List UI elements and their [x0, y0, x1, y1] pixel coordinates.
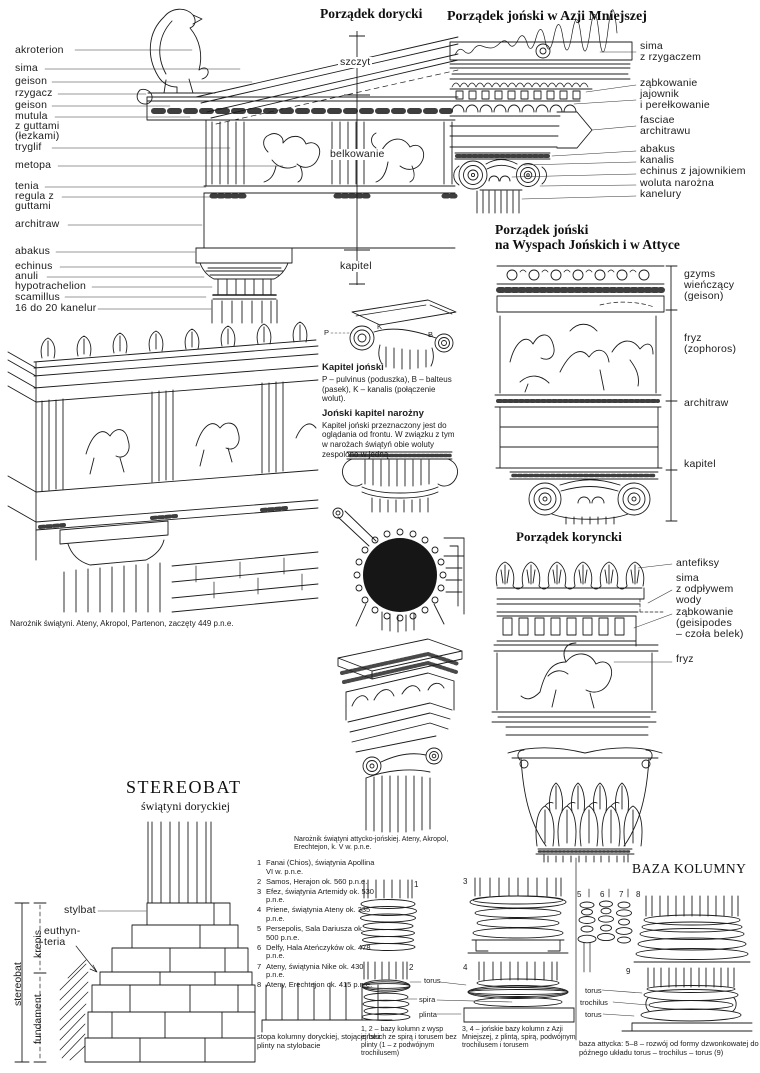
label-sima: sima — [15, 62, 38, 74]
label-z-guttami: z guttami — [15, 120, 60, 132]
notes-heading-kapitel-jonski: Kapitel joński — [322, 362, 384, 373]
doric-order-title: Porządek dorycki — [320, 6, 423, 21]
label-scamillus: scamillus — [15, 291, 60, 303]
letter-p: P — [324, 328, 330, 337]
label-ko-fryz: fryz — [676, 653, 694, 665]
attic-base-drawing — [578, 889, 752, 1031]
label-belkowanie: belkowanie — [330, 148, 385, 160]
label-lezkami: (łezkami) — [15, 130, 60, 142]
column-base-title: BAZA KOLUMNY — [632, 861, 747, 876]
ionic-attic-title-line1: Porządek joński — [495, 222, 589, 237]
base-number-5: 5 — [577, 890, 582, 899]
label-at-zophoros: (zophoros) — [684, 343, 737, 355]
base-number-9: 9 — [626, 967, 631, 976]
label-am-abakus: abakus — [640, 143, 676, 155]
ionic-asia-minor-drawing — [450, 10, 636, 213]
label-ko-odplywem: z odpływem — [676, 583, 734, 595]
label-krepis: krepis — [32, 929, 44, 958]
label-spira: spira — [419, 995, 436, 1004]
label-am-kanelury: kanelury — [640, 188, 682, 200]
base-number-2: 2 — [409, 963, 414, 972]
label-ko-geisipodes: (geisipodes — [676, 617, 732, 629]
label-regula: regula z — [15, 190, 54, 202]
base-number-3: 3 — [463, 877, 468, 886]
label-szczyt: szczyt — [340, 56, 371, 68]
label-at-architraw: architraw — [684, 397, 729, 409]
label-ko-sima: sima — [676, 572, 699, 584]
list-item-text: Priene, świątynia Ateny ok. 335 p.n.e. — [266, 905, 371, 924]
label-am-jajownik: jajownik — [640, 88, 679, 100]
list-item-number: 7 — [257, 961, 262, 971]
list-item — [257, 888, 378, 905]
letter-k: K — [377, 322, 383, 331]
bases-examples-list — [257, 859, 378, 991]
label-akroterion: akroterion — [15, 44, 64, 56]
stereobat-title: STEREOBAT — [126, 777, 242, 797]
label-echinus: echinus — [15, 260, 53, 272]
letter-b: B — [428, 330, 434, 339]
label-at-fryz: fryz — [684, 332, 702, 344]
label-fundament: fundament — [32, 994, 44, 1044]
caption-bases-3-4: 3, 4 – jońskie bazy kolumn z Azji Mniejszej, z plintą, spirą, podwójnym trochilusem i torusem — [462, 1026, 576, 1049]
label-at-kapitel: kapitel — [684, 458, 716, 470]
list-item-number: 1 — [257, 858, 262, 867]
label-euthynteria-1: euthyn- — [44, 925, 81, 937]
base-number-6: 6 — [600, 890, 605, 899]
label-hypotrachelion: hypotrachelion — [15, 280, 87, 292]
doric-foot-caption: stopa kolumny doryckiej, stojącej bez plinty na stylobacie — [257, 1032, 381, 1050]
base-number-4: 4 — [463, 963, 468, 972]
list-item-number: 2 — [257, 876, 262, 886]
erechtheion-corner-drawing — [338, 639, 462, 832]
list-item — [257, 878, 378, 887]
caption-bases-1-2: 1, 2 – bazy kolumn z wysp jońskich ze spirą i torusem bez plinty (1 – z podwójnym trochilusem) — [361, 1026, 457, 1057]
ionic-capital-plan-drawing — [333, 508, 464, 632]
label-rzygacz: rzygacz — [15, 87, 53, 99]
list-item-number: 8 — [257, 980, 262, 990]
erechtheion-caption: Narożnik świątyni attycko-jońskiej. Ateny, Akropol, Erechtejon, k. V w. p.n.e. — [294, 836, 449, 851]
label-kapitel-dim: kapitel — [340, 260, 372, 272]
label-torus: torus — [424, 976, 441, 985]
base-number-1: 1 — [414, 880, 419, 889]
baza-kolumny-caption: baza attycka: 5–8 – rozwój od formy dzwonkowatej do późnego układu torus – trochilus – torus (9) — [579, 1039, 759, 1057]
label-am-z-rzygaczem: z rzygaczem — [640, 51, 702, 63]
label-architraw: architraw — [15, 218, 60, 230]
label-tryglif: tryglif — [15, 141, 42, 153]
list-item — [257, 906, 378, 923]
label-at-geison: (geison) — [684, 290, 724, 302]
label-am-architrawu: architrawu — [640, 125, 691, 137]
parthenon-caption: Narożnik świątyni. Ateny, Akropol, Partenon, zaczęty 449 p.n.e. — [10, 619, 234, 628]
stereobat-subtitle: świątyni doryckiej — [141, 799, 230, 813]
ionic-attic-title-line2: na Wyspach Jońskich i w Attyce — [495, 237, 680, 252]
label-at-wienczacy: wieńczący — [684, 279, 735, 291]
list-item-text: Ateny, świątynia Nike ok. 430 p.n.e. — [266, 961, 364, 980]
ionic-bases-drawing — [360, 858, 577, 1040]
base-number-8: 8 — [636, 890, 641, 899]
list-item-text: Delfy, Hala Ateńczyków ok. 478 p.n.e. — [266, 942, 371, 961]
label-anuli: anuli — [15, 270, 39, 282]
label-plinta: plinta — [419, 1010, 437, 1019]
label-tenia: tenia — [15, 180, 39, 192]
label-am-zabkowanie: ząbkowanie — [640, 77, 698, 89]
ionic-asia-minor-title: Porządek joński w Azji Mniejszej — [447, 9, 647, 24]
parthenon-corner-drawing — [8, 322, 318, 612]
label-ko-czola-belek: – czoła belek) — [676, 628, 744, 640]
ionic-attic-drawing — [495, 266, 677, 524]
notes-body-kapitel-jonski: P – pulvinus (poduszka), B – balteus (pasek), K – kanalis (połączenie wolut). — [322, 375, 452, 404]
label-kanelur: 16 do 20 kanelur — [15, 302, 97, 314]
list-item-text: Efez, świątynia Artemidy ok. 530 p.n.e. — [266, 886, 374, 905]
ionic-capital-notes — [322, 363, 456, 464]
label-guttami: guttami — [15, 200, 51, 212]
list-item — [257, 925, 378, 942]
doric-entablature-drawing — [45, 9, 458, 323]
notes-heading-kapitel-narozny: Joński kapitel narożny — [322, 407, 424, 419]
list-item — [257, 963, 378, 980]
label-stylbat: stylbat — [64, 904, 96, 916]
label-trochilus: trochilus — [580, 998, 608, 1007]
label-geison: geison — [15, 99, 48, 111]
list-item-text: Fanai (Chios), świątynia Apollina VI w. p.n.e. — [266, 858, 375, 876]
label-am-sima: sima — [640, 40, 663, 52]
list-item-text: Samos, Herajon ok. 560 p.n.e. — [266, 876, 368, 886]
label-torus-lower: torus — [585, 1010, 602, 1019]
label-am-fasciae: fasciae — [640, 114, 675, 126]
base-number-7: 7 — [619, 890, 624, 899]
label-euthynteria-2: teria — [44, 936, 66, 948]
list-item-number: 3 — [257, 886, 262, 896]
label-am-echinus: echinus z jajownikiem — [640, 165, 746, 177]
list-item-text: Persepolis, Sala Dariusza ok. 500 p.n.e. — [266, 924, 364, 942]
list-item-text: Ateny, Erechtejon ok. 415 p.n.e. — [266, 980, 373, 990]
list-item-number: 6 — [257, 942, 262, 952]
list-item — [257, 859, 378, 876]
label-abakus: abakus — [15, 245, 51, 257]
list-item — [257, 944, 378, 961]
corinthian-drawing — [492, 562, 672, 862]
label-ko-wody: wody — [676, 594, 702, 606]
corinthian-title: Porządek koryncki — [516, 529, 622, 544]
notes-body-kapitel-narozny: Kapitel joński przeznaczony jest do oglądania od frontu. W związku z tym w narożach świątyń obie woluty zespolono w jedną. — [322, 420, 455, 459]
label-geison-raking: geison — [15, 75, 48, 87]
label-mutula: mutula — [15, 110, 48, 122]
label-at-gzyms: gzyms — [684, 268, 716, 280]
label-am-kanalis: kanalis — [640, 154, 675, 166]
label-ko-zabkowanie: ząbkowanie — [676, 606, 734, 618]
label-am-woluta: woluta narożna — [640, 177, 715, 189]
label-stereobat: stereobat — [12, 962, 24, 1006]
label-am-perelkowanie: i perełkowanie — [640, 99, 710, 111]
ionic-capital-perspective-drawing — [331, 300, 456, 369]
list-item — [257, 981, 378, 990]
label-metopa: metopa — [15, 159, 52, 171]
label-ko-antefiksy: antefiksy — [676, 557, 720, 569]
list-item-number: 4 — [257, 905, 262, 915]
list-item-number: 5 — [257, 924, 262, 934]
label-torus-upper: torus — [585, 986, 602, 995]
